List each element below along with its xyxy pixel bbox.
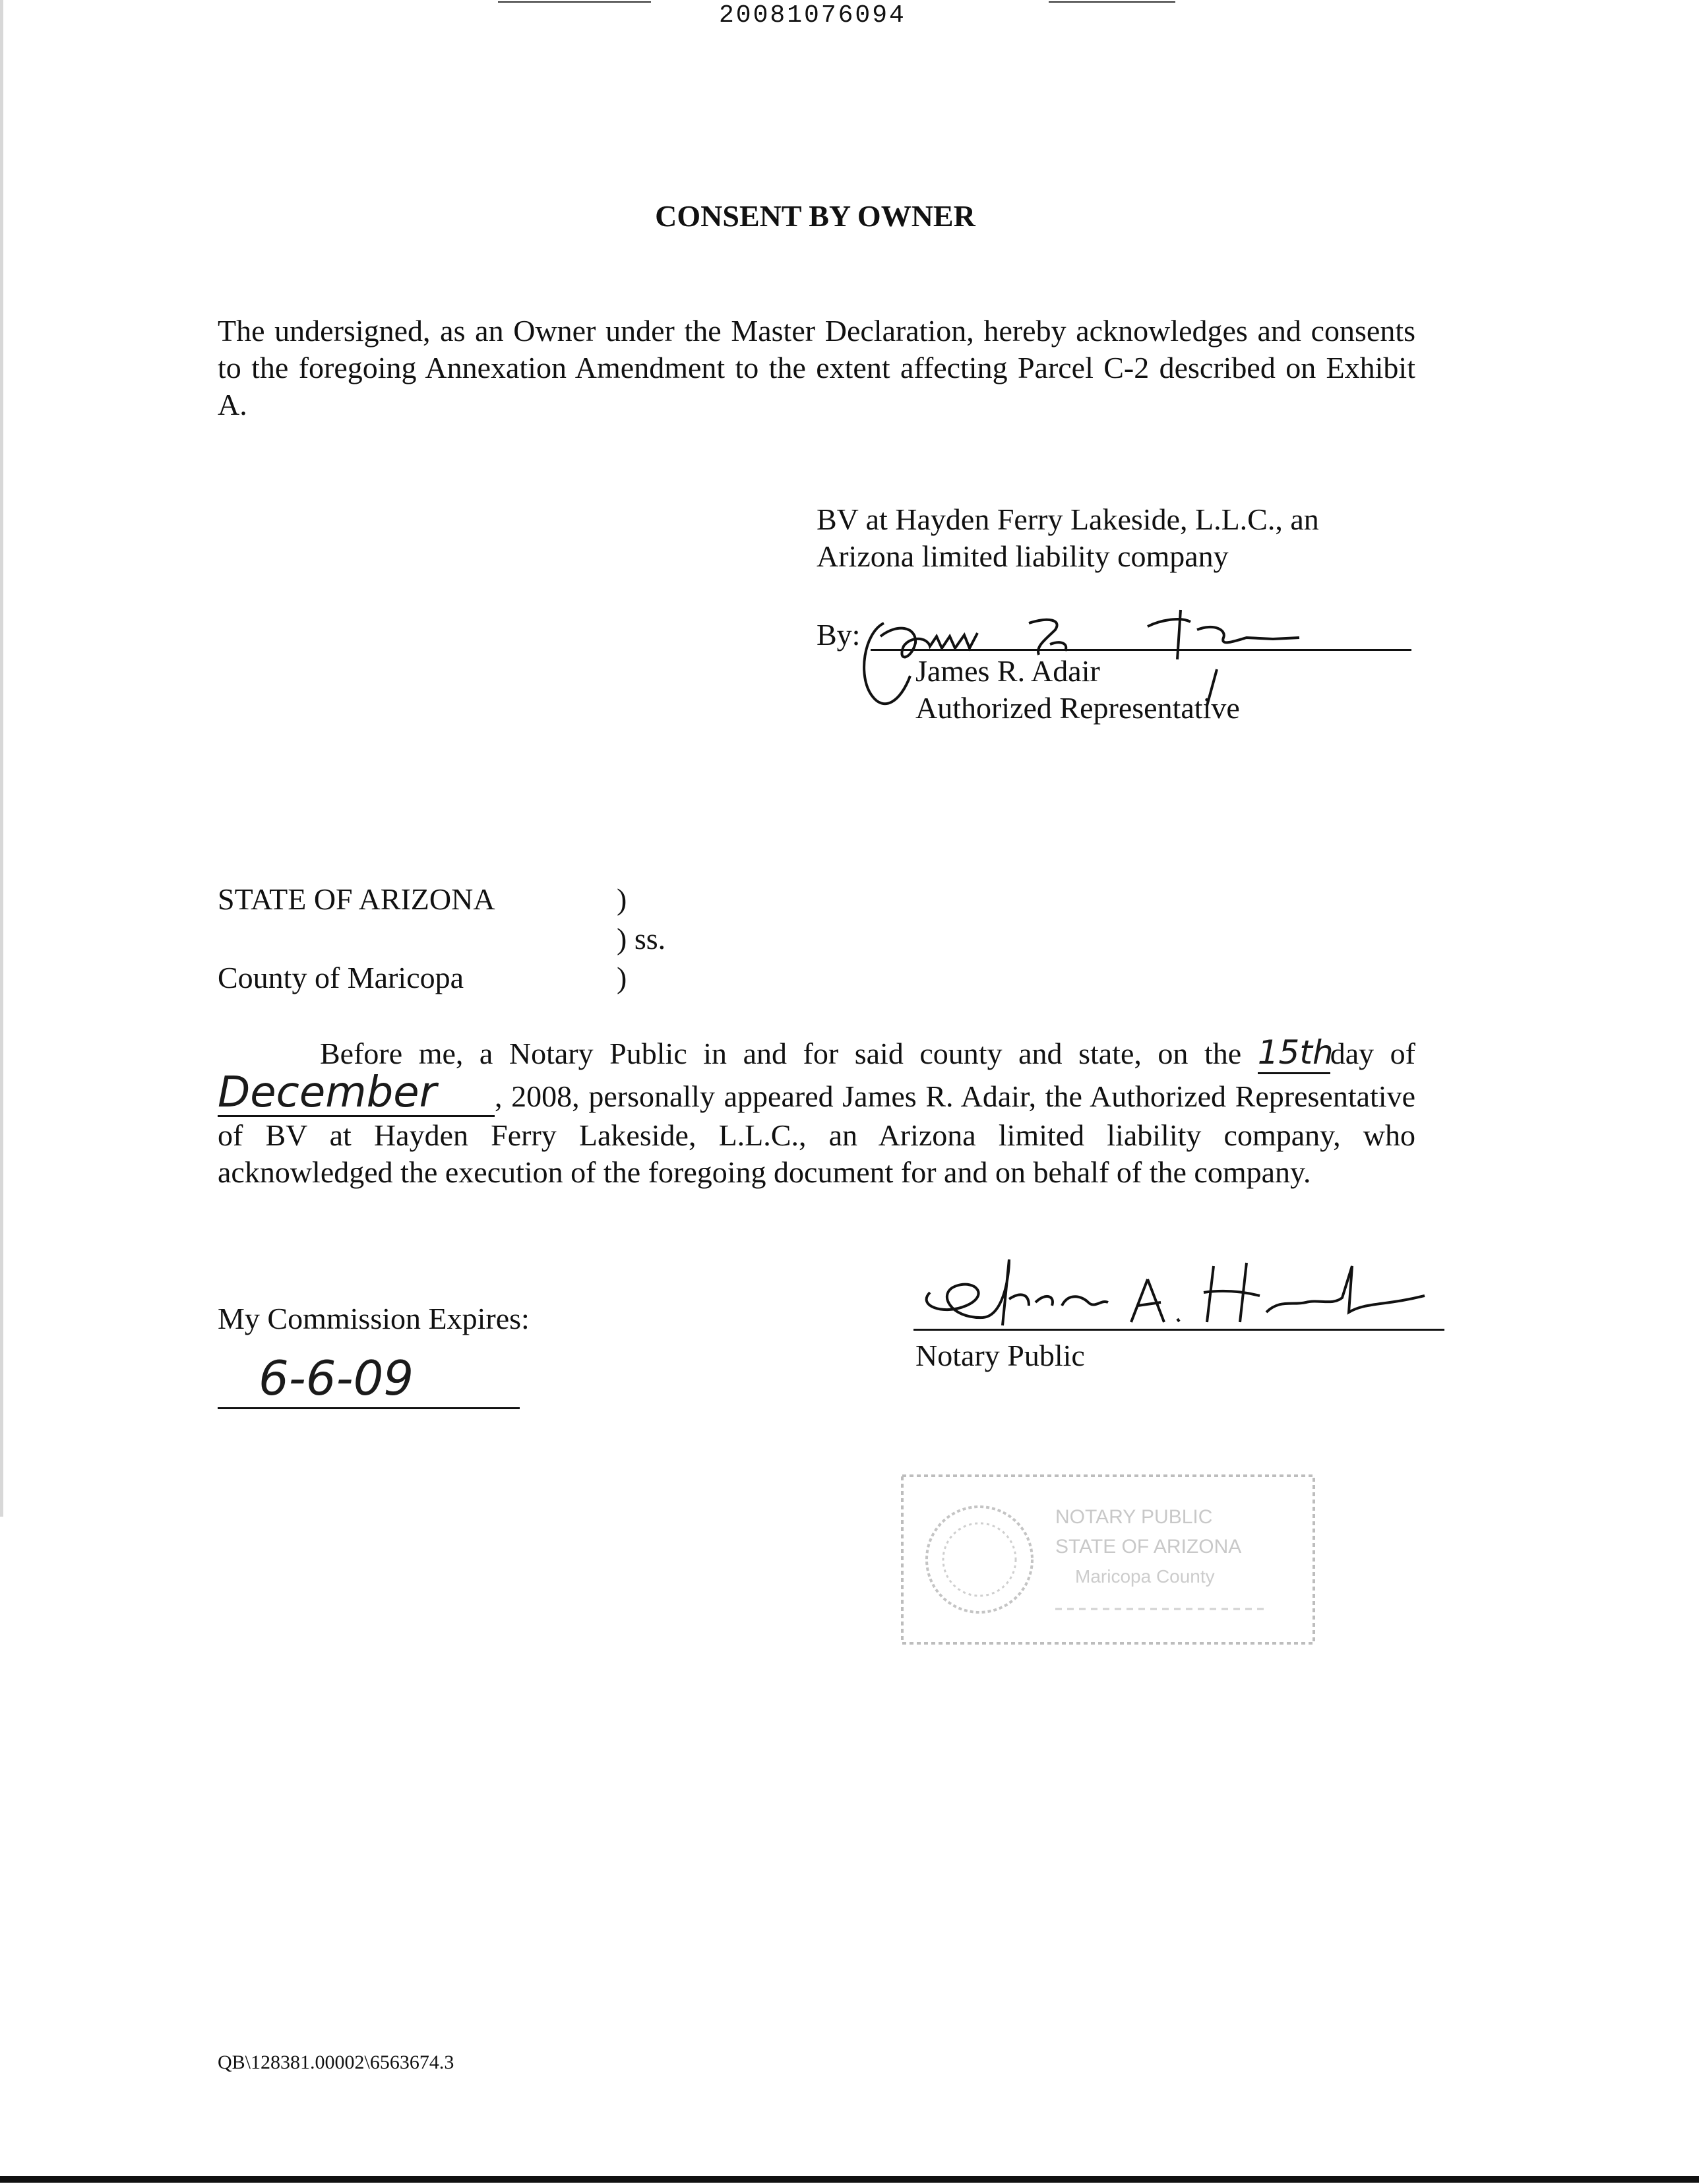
commission-line <box>218 1407 520 1409</box>
venue-paren: ) <box>617 882 627 916</box>
state-label: STATE OF ARIZONA <box>218 882 495 916</box>
notary-seal-stamp <box>897 1471 1319 1649</box>
by-label: By: <box>817 618 861 652</box>
signer-title: Authorized Representative <box>915 691 1240 725</box>
signer-name: James R. Adair <box>915 654 1100 688</box>
venue-ss: ) ss. <box>617 922 666 956</box>
notary-signature <box>904 1240 1451 1339</box>
svg-text:STATE OF ARIZONA: STATE OF ARIZONA <box>1055 1536 1242 1558</box>
owner-signature-line <box>871 649 1411 651</box>
entity-line-2: Arizona limited liability company <box>817 539 1229 573</box>
document-title: CONSENT BY OWNER <box>655 199 975 233</box>
svg-text:NOTARY PUBLIC: NOTARY PUBLIC <box>1055 1506 1213 1528</box>
day-blank <box>1257 1033 1334 1074</box>
entity-line-1: BV at Hayden Ferry Lakeside, L.L.C., an <box>817 502 1319 536</box>
top-rule-left <box>498 1 651 3</box>
month-blank <box>218 1068 495 1117</box>
county-label: County of Maricopa <box>218 961 464 994</box>
commission-label: My Commission Expires: <box>218 1302 530 1335</box>
ack-text-2: day of <box>1330 1037 1415 1070</box>
ack-text-1: Before me, a Notary Public in and for said county and state, on the <box>320 1037 1242 1070</box>
scan-bottom-border <box>0 2176 1699 2183</box>
document-reference: QB\128381.00002\6563674.3 <box>218 2051 454 2073</box>
notary-label: Notary Public <box>915 1339 1085 1372</box>
commission-date: 6-6-09 <box>259 1350 414 1406</box>
document-number: 20081076094 <box>719 1 906 30</box>
svg-text:Maricopa County: Maricopa County <box>1075 1566 1215 1587</box>
acknowledgment-paragraph <box>218 1034 1415 1191</box>
consent-paragraph: The undersigned, as an Owner under the Master Declaration, hereby acknowledges and consents to the foregoing Annexation Amendment to the extent affecting Parcel C-2 described on Exhibit A. <box>218 314 1415 421</box>
notary-signature-line <box>913 1329 1444 1331</box>
day-value: 15th <box>1257 1033 1334 1072</box>
venue-paren: ) <box>617 961 627 994</box>
month-value: December <box>218 1068 437 1117</box>
ack-text-3: , 2008, personally appeared James R. Adair, the Authorized Representative of BV at Hayden Ferry Lakeside, L.L.C., an Arizona limited liability company, who acknowledged the execution of the foregoing document for and on behalf of the company. <box>218 1079 1415 1189</box>
top-rule-right <box>1049 1 1175 3</box>
entity-block <box>817 501 1319 575</box>
signer-block <box>915 653 1240 727</box>
